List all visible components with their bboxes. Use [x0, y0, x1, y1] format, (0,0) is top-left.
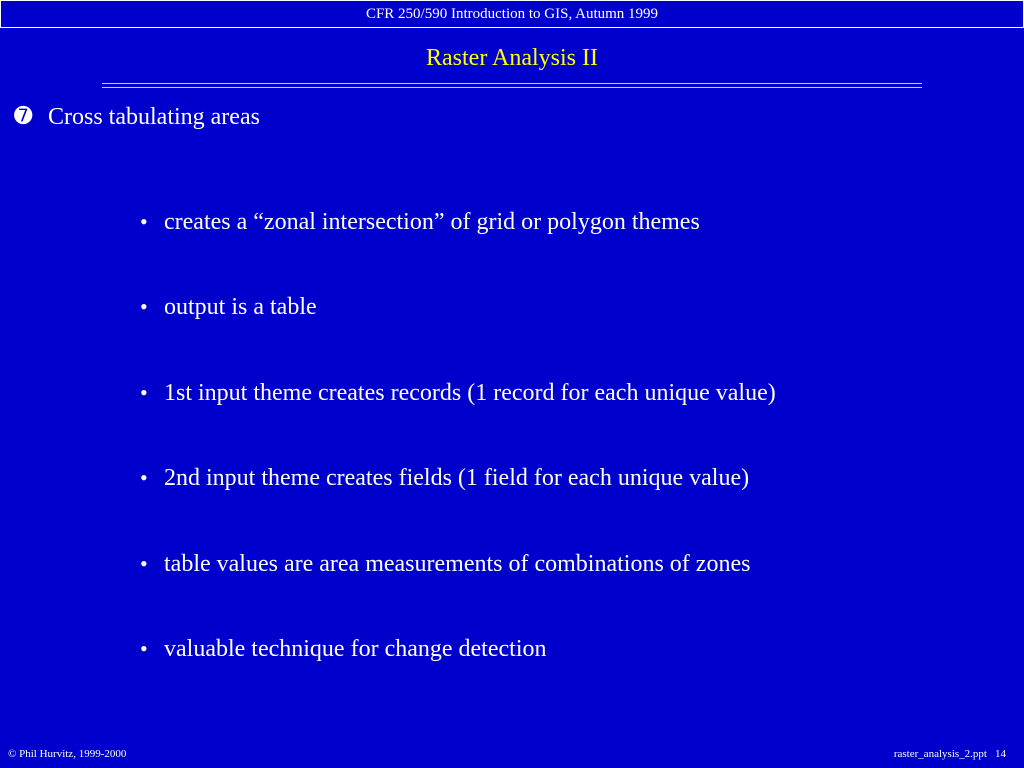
title-underline	[102, 83, 922, 89]
bullet-dot-icon: •	[140, 550, 148, 576]
bullet-item	[140, 464, 776, 549]
bullet-text: 2nd input theme creates fields (1 field for each unique value)	[164, 465, 750, 492]
main-point	[14, 103, 260, 131]
main-point-text: Cross tabulating areas	[48, 104, 260, 130]
bullet-text: valuable technique for change detection	[164, 635, 547, 662]
slide-title: Raster Analysis II	[426, 45, 598, 71]
bullet-item	[140, 208, 776, 293]
footer-copyright: © Phil Hurvitz, 1999-2000	[8, 748, 127, 760]
bullet-dot-icon: •	[140, 379, 148, 405]
title-underline-top	[102, 83, 922, 84]
bullet-item	[140, 293, 776, 378]
curved-arrow-icon: ➐	[14, 104, 33, 129]
footer-file-info	[894, 747, 1006, 761]
bullet-text: creates a “zonal intersection” of grid or polygon themes	[164, 209, 700, 235]
page-number: 14	[995, 748, 1006, 760]
bullet-list	[140, 208, 776, 720]
bullet-text: table values are area measurements of combinations of zones	[164, 550, 751, 577]
bullet-dot-icon: •	[140, 209, 148, 234]
bullet-dot-icon: •	[140, 635, 148, 661]
bullet-text: output is a table	[164, 294, 317, 321]
title-underline-bottom	[102, 87, 922, 88]
course-header: CFR 250/590 Introduction to GIS, Autumn 1999	[365, 6, 659, 22]
bullet-item	[140, 550, 776, 635]
bullet-text: 1st input theme creates records (1 record for each unique value)	[164, 379, 776, 406]
bullet-dot-icon: •	[140, 465, 148, 491]
bullet-item	[140, 635, 776, 720]
bullet-item	[140, 379, 776, 464]
bullet-dot-icon: •	[140, 294, 148, 320]
footer-filename: raster_analysis_2.ppt	[893, 748, 987, 760]
